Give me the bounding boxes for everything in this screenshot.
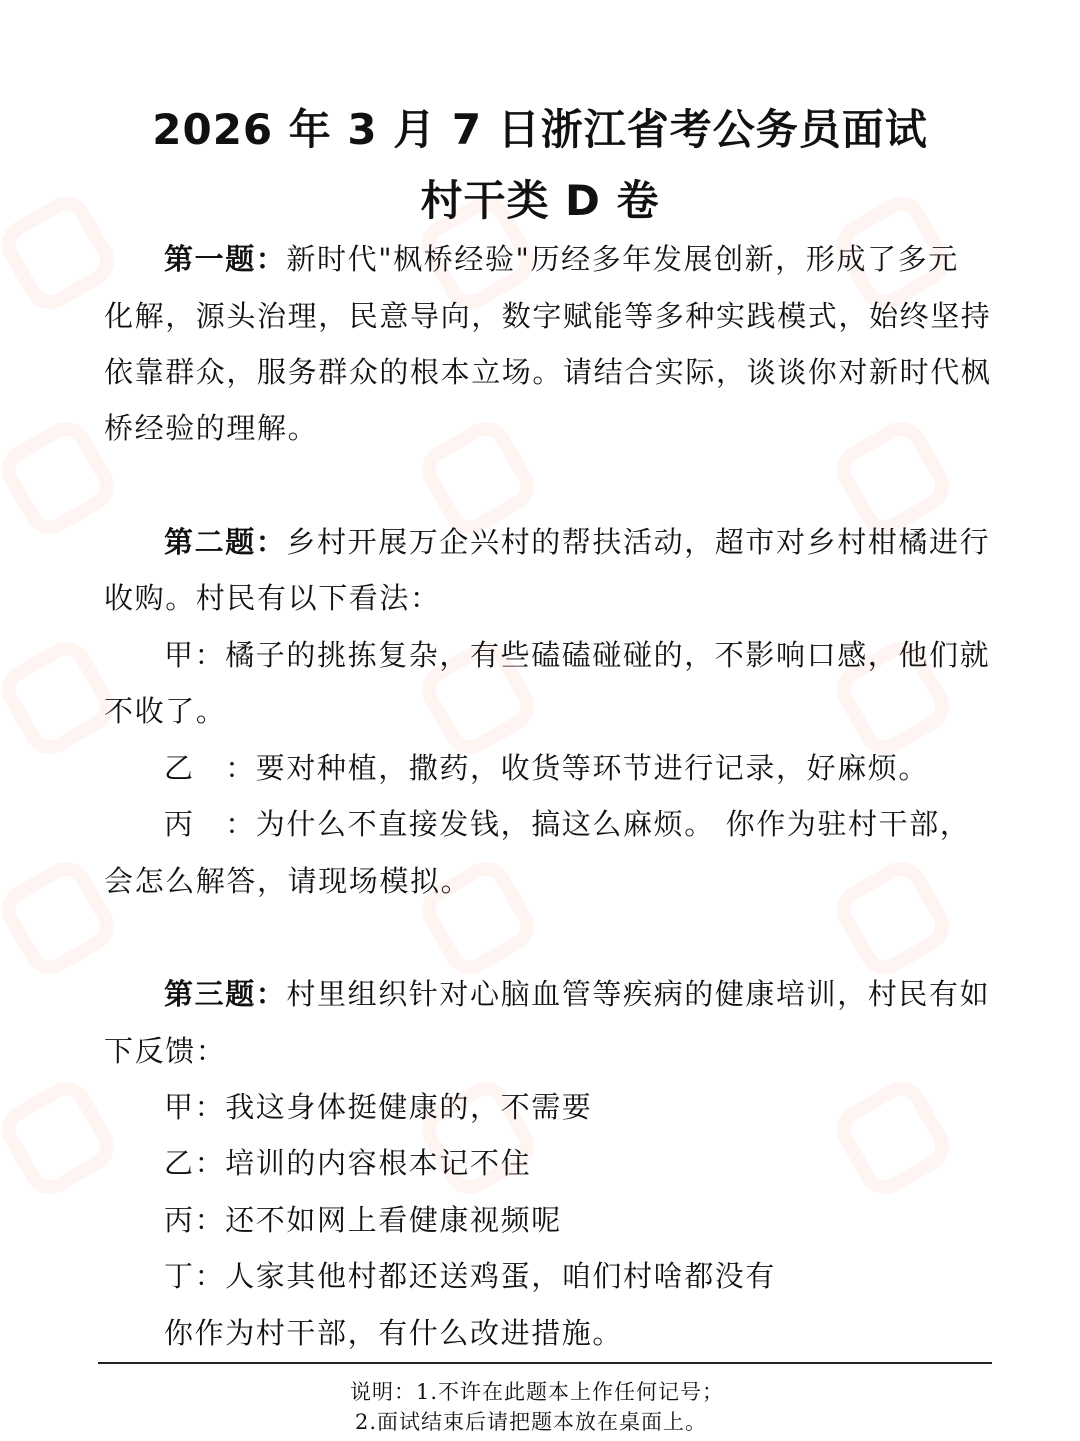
q1-text-1: 新时代"枫桥经验"历经多年发展创新，形成了多元 (286, 242, 959, 276)
footer-note-1: 说明：1.不许在此题本上作任何记号； (350, 1380, 725, 1404)
q1-line-3: 依靠群众，服务群众的根本立场。请结合实际，谈谈你对新时代枫 (104, 355, 992, 389)
q2-line-2: 收购。村民有以下看法： (104, 581, 441, 615)
brand-logo-icon (0, 1072, 124, 1203)
q1-line-2: 化解，源头治理，民意导向，数字赋能等多种实践模式，始终坚持 (104, 299, 992, 333)
page-subtitle: 村干类 D 卷 (420, 176, 660, 225)
q1-line-1 (164, 239, 959, 279)
q2-line-3: 甲：橘子的挑拣复杂，有些磕磕碰碰的，不影响口感，他们就 (164, 638, 991, 672)
q3-line-1 (164, 974, 990, 1014)
footer-note-2: 2.面试结束后请把题本放在桌面上。 (355, 1410, 708, 1434)
q2-line-5: 乙 ：要对种植，撒药，收货等环节进行记录，好麻烦。 (164, 751, 930, 785)
q3-line-7: 你作为村干部，有什么改进措施。 (164, 1316, 624, 1350)
footer-divider (98, 1362, 992, 1364)
q1-label: 第一题： (164, 242, 287, 276)
q3-line-6: 丁：人家其他村都还送鸡蛋，咱们村啥都没有 (164, 1259, 777, 1293)
brand-logo-icon (827, 1072, 958, 1203)
brand-logo-icon (827, 852, 958, 983)
q2-line-4: 不收了。 (104, 694, 227, 728)
page-title: 2026 年 3 月 7 日浙江省考公务员面试 (152, 105, 928, 154)
q3-label: 第三题： (164, 977, 287, 1011)
q3-line-2: 下反馈： (104, 1034, 227, 1068)
q1-line-4: 桥经验的理解。 (104, 411, 319, 445)
q2-label: 第二题： (164, 525, 287, 559)
q2-text-1: 乡村开展万企兴村的帮扶活动，超市对乡村柑橘进行 (286, 525, 991, 559)
q2-line-1 (164, 522, 990, 562)
q3-line-3: 甲：我这身体挺健康的，不需要 (164, 1090, 593, 1124)
q3-text-1: 村里组织针对心脑血管等疾病的健康培训，村民有如 (286, 977, 991, 1011)
q2-line-7: 会怎么解答，请现场模拟。 (104, 864, 472, 898)
q3-line-5: 丙：还不如网上看健康视频呢 (164, 1203, 562, 1237)
q2-line-6: 丙 ：为什么不直接发钱，搞这么麻烦。 你作为驻村干部， (164, 807, 971, 841)
q3-line-4: 乙：培训的内容根本记不住 (164, 1146, 532, 1180)
